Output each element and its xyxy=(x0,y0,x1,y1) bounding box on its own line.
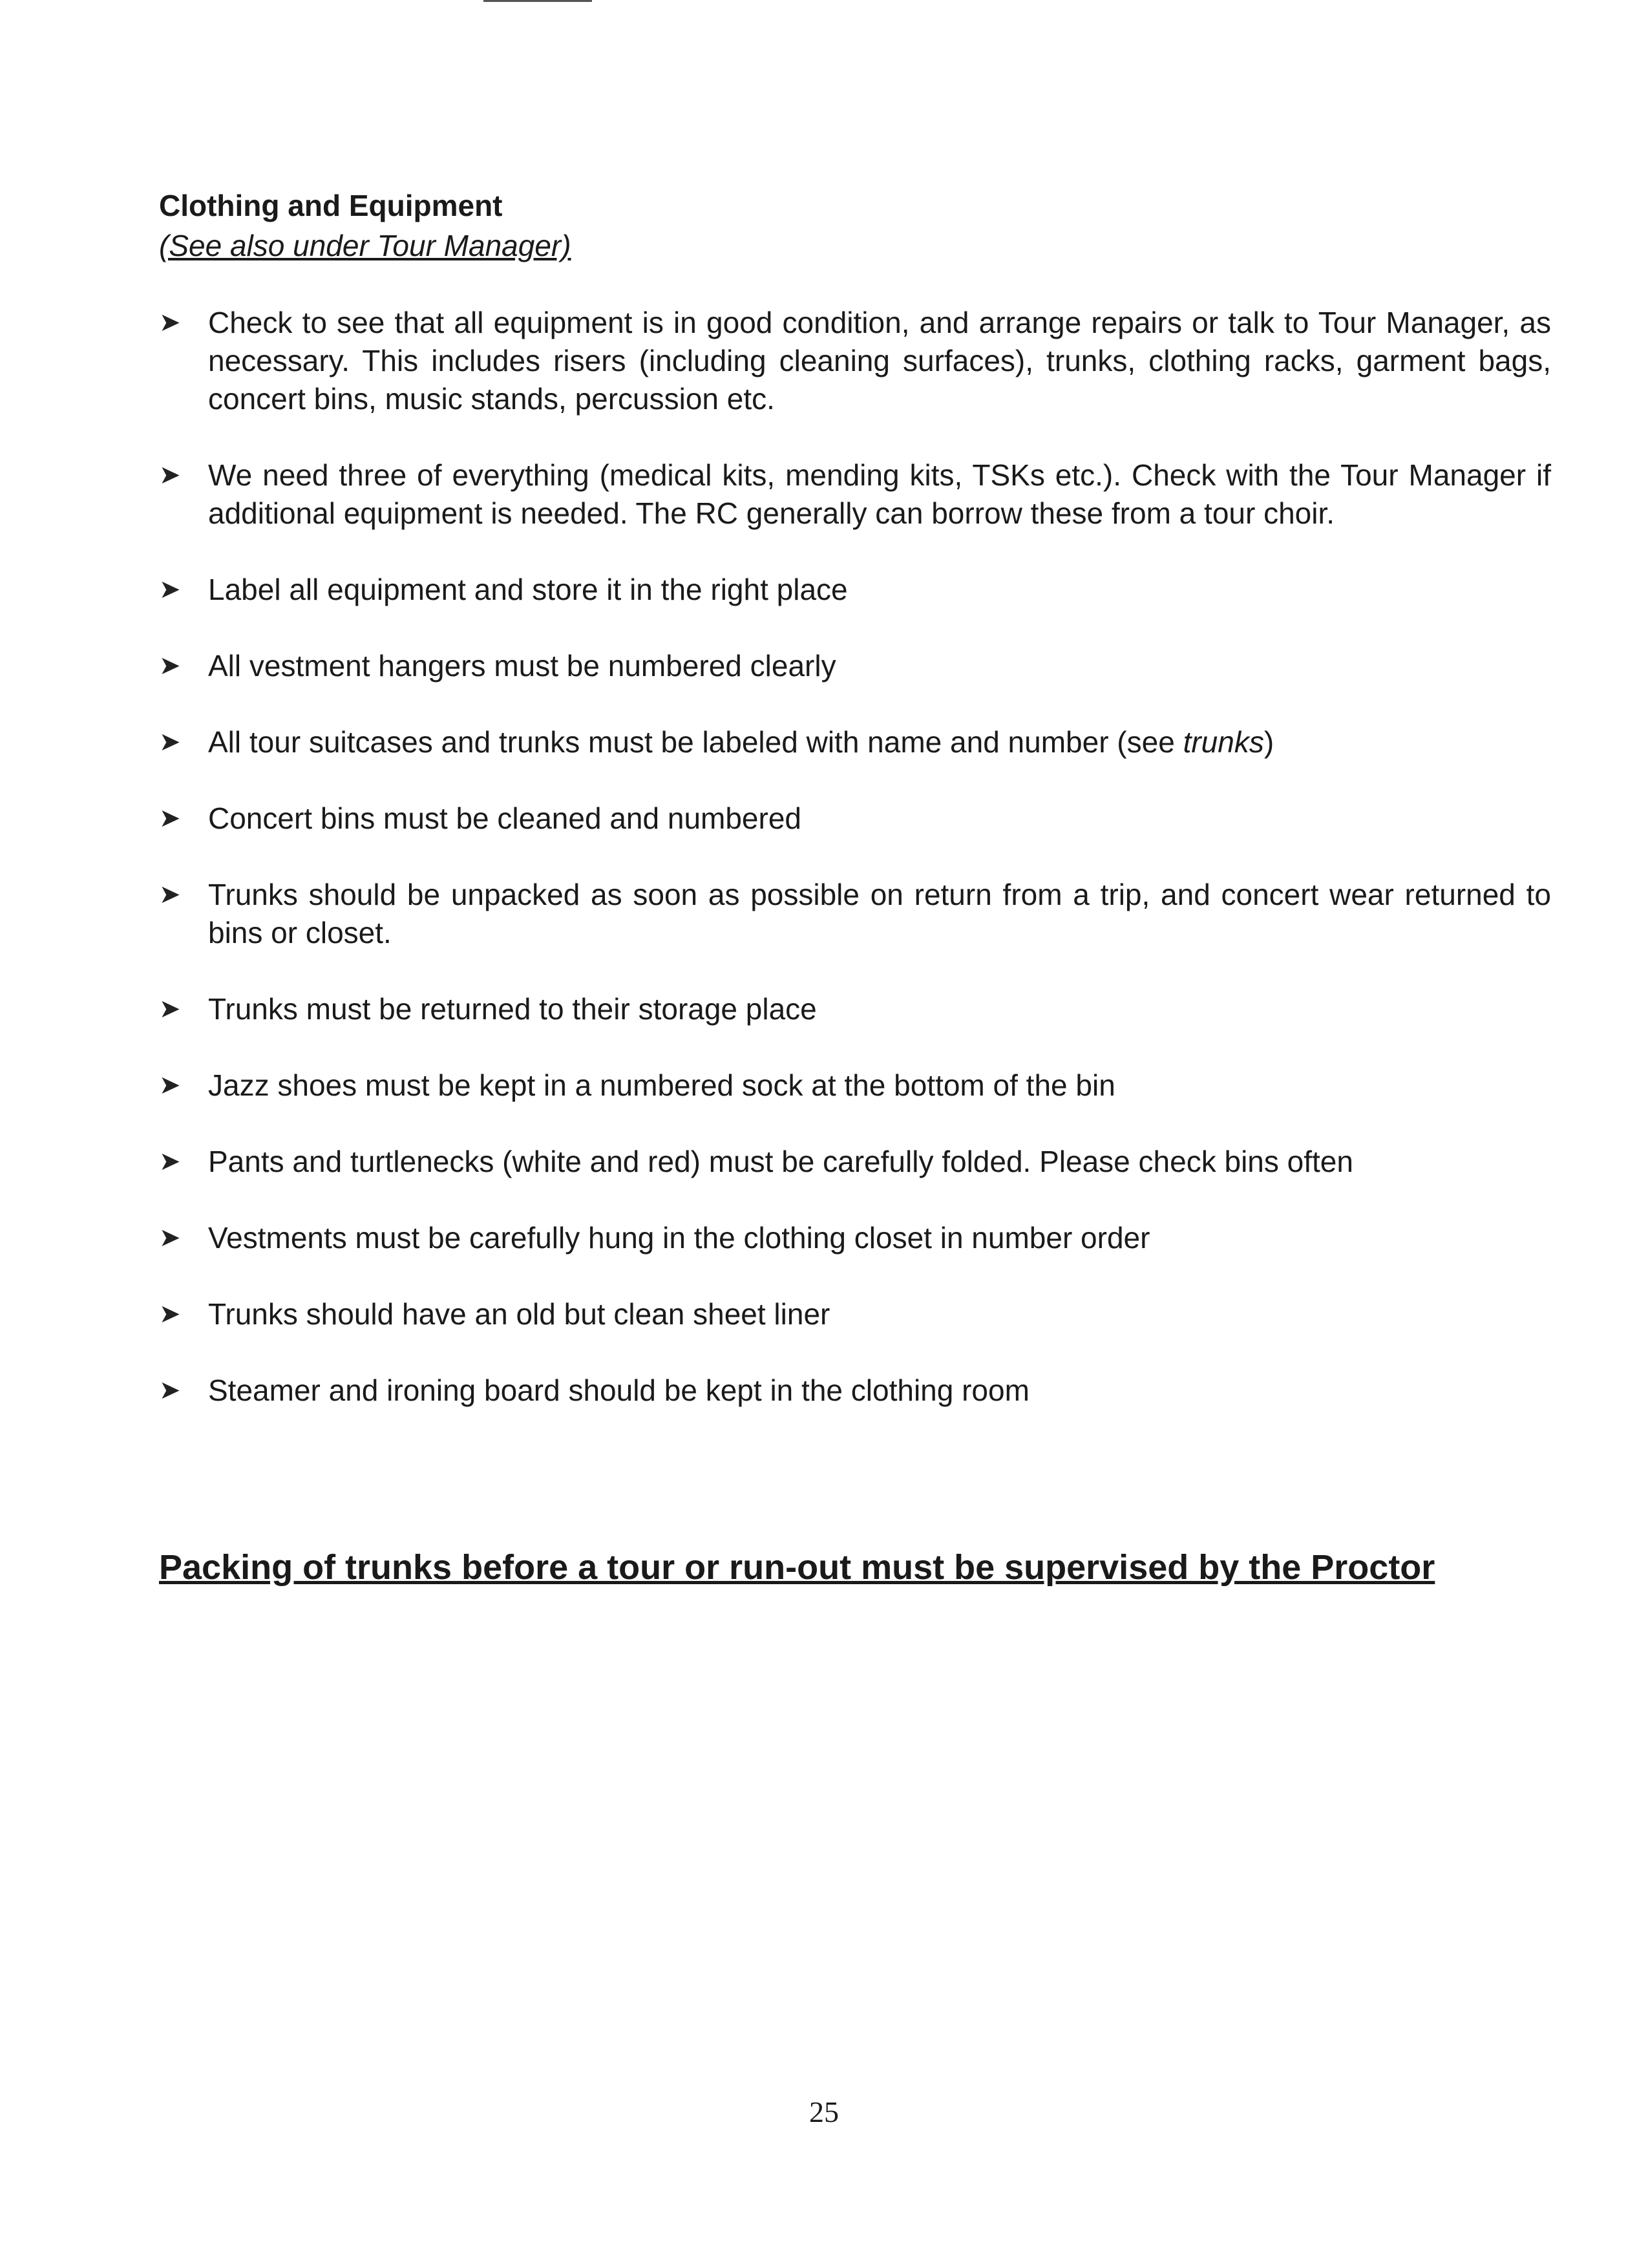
top-rule xyxy=(483,0,592,2)
list-item-text-suffix: ) xyxy=(1263,725,1274,759)
list-item xyxy=(159,1143,1551,1181)
list-item-text: Vestments must be carefully hung in the clothing closet in number order xyxy=(208,1221,1150,1255)
list-item-text: Check to see that all equipment is in good condition, and arrange repairs or talk to Tour Manager, as necessary. This includes risers (including cleaning surfaces), trunks, clothing racks, garment bags, concert bins, music stands, percussion etc. xyxy=(208,306,1551,416)
list-item-text: Jazz shoes must be kept in a numbered sock at the bottom of the bin xyxy=(208,1068,1115,1102)
bullet-list xyxy=(159,304,1551,1448)
list-item-emphasis: trunks xyxy=(1183,725,1264,759)
arrowhead-bullet-icon: ➤ xyxy=(159,575,181,604)
arrowhead-bullet-icon: ➤ xyxy=(159,804,181,832)
arrowhead-bullet-icon: ➤ xyxy=(159,308,181,337)
arrowhead-bullet-icon: ➤ xyxy=(159,880,181,909)
arrowhead-bullet-icon: ➤ xyxy=(159,1071,181,1099)
arrowhead-bullet-icon: ➤ xyxy=(159,652,181,680)
list-item-text: Label all equipment and store it in the right place xyxy=(208,573,848,606)
closing-note: Packing of trunks before a tour or run-out must be supervised by the Proctor xyxy=(159,1548,1435,1587)
list-item-text: Trunks should have an old but clean sheet liner xyxy=(208,1297,830,1331)
list-item-text xyxy=(208,723,1551,761)
arrowhead-bullet-icon: ➤ xyxy=(159,1300,181,1328)
section-heading: Clothing and Equipment xyxy=(159,189,503,222)
list-item-text: We need three of everything (medical kits, mending kits, TSKs etc.). Check with the Tour Manager if additional equipment is needed. The RC generally can borrow these from a tour choir. xyxy=(208,458,1551,530)
list-item xyxy=(159,1295,1551,1333)
arrowhead-bullet-icon: ➤ xyxy=(159,995,181,1023)
list-item xyxy=(159,456,1551,533)
arrowhead-bullet-icon: ➤ xyxy=(159,728,181,756)
arrowhead-bullet-icon: ➤ xyxy=(159,1224,181,1252)
list-item xyxy=(159,876,1551,952)
arrowhead-bullet-icon: ➤ xyxy=(159,1376,181,1404)
arrowhead-bullet-icon: ➤ xyxy=(159,1147,181,1176)
page-number: 25 xyxy=(809,2095,839,2128)
list-item-text: Trunks should be unpacked as soon as possible on return from a trip, and concert wear returned to bins or closet. xyxy=(208,878,1551,949)
list-item xyxy=(159,800,1551,838)
list-item xyxy=(159,647,1551,685)
arrowhead-bullet-icon: ➤ xyxy=(159,461,181,489)
list-item-text: Pants and turtlenecks (white and red) must be carefully folded. Please check bins often xyxy=(208,1145,1353,1178)
list-item xyxy=(159,571,1551,609)
list-item xyxy=(159,304,1551,418)
section-subheading: (See also under Tour Manager) xyxy=(159,229,571,262)
list-item-text: Concert bins must be cleaned and numbered xyxy=(208,801,802,835)
list-item-text: Steamer and ironing board should be kept in the clothing room xyxy=(208,1373,1030,1407)
list-item xyxy=(159,1066,1551,1105)
list-item xyxy=(159,990,1551,1028)
list-item-text: Trunks must be returned to their storage place xyxy=(208,992,817,1026)
list-item xyxy=(159,1219,1551,1257)
list-item xyxy=(159,723,1551,761)
list-item xyxy=(159,1372,1551,1410)
list-item-text-main: All tour suitcases and trunks must be labeled with name and number (see xyxy=(208,725,1183,759)
list-item-text: All vestment hangers must be numbered clearly xyxy=(208,649,836,683)
